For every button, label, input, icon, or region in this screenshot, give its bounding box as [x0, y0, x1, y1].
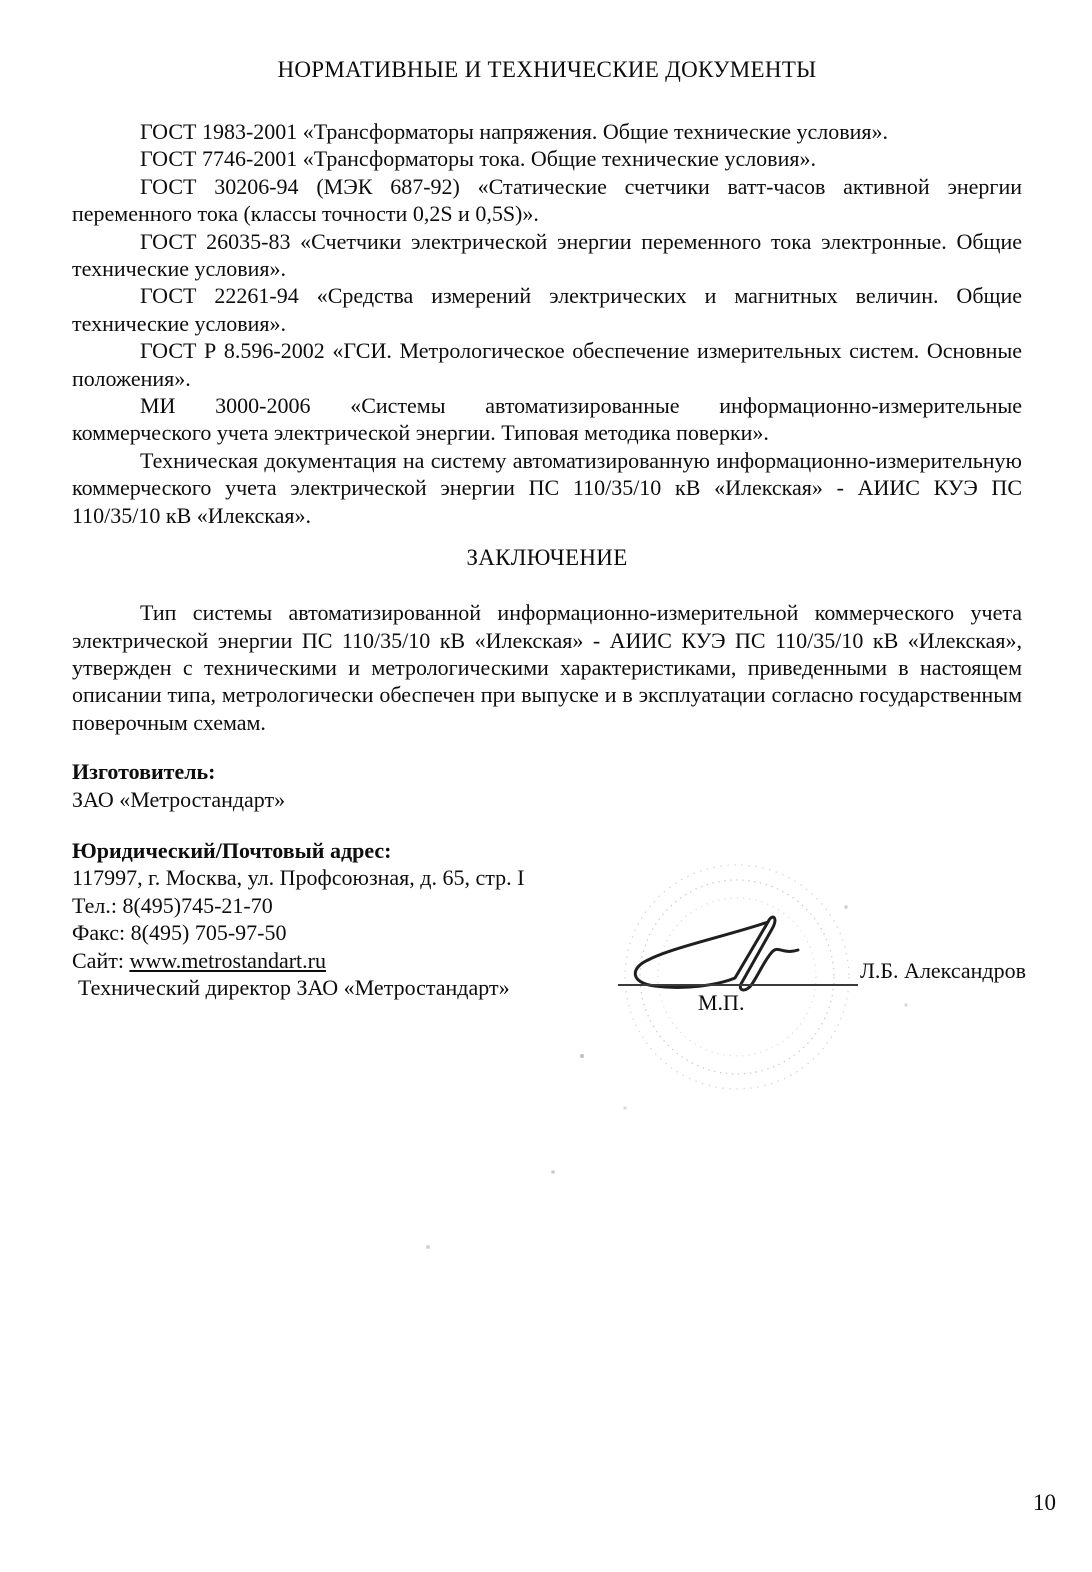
normative-documents-section [72, 118, 1022, 529]
document-item: ГОСТ 26035-83 «Счетчики электрической энергии переменного тока электронные. Общие технические условия». [72, 228, 1022, 282]
document-item: ГОСТ 30206-94 (МЭК 687-92) «Статические счетчики ватт-часов активной энергии переменного тока (классы точности 0,2S и 0,5S)». [72, 173, 1022, 227]
document-item: МИ 3000-2006 «Системы автоматизированные информационно-измерительные коммерческого учета электрической энергии. Типовая методика поверки». [72, 393, 1022, 446]
fax-line: Факс: 8(495) 705-97-50 [72, 920, 287, 946]
document-item: ГОСТ 1983-2001 «Трансформаторы напряжения. Общие технические условия». [140, 119, 888, 144]
document-item: Техническая документация на систему автоматизированную информационно-измерительную коммерческого учета электрической энергии ПС 110/35/10 кВ «Илекская» - АИИС КУЭ ПС 110/35/10 кВ «Илекская». [72, 447, 1022, 528]
phone-line: Тел.: 8(495)745-21-70 [72, 892, 273, 918]
signatory-name: Л.Б. Александров [860, 958, 1026, 983]
director-title: Технический директор ЗАО «Метростандарт» [78, 974, 510, 1000]
website-link: www.metrostandart.ru [129, 947, 326, 973]
conclusion-heading: ЗАКЛЮЧЕНИЕ [466, 545, 628, 571]
address-label: Юридический/Почтовый адрес: [72, 837, 392, 863]
signature-line [618, 984, 858, 986]
stamp-place-label: М.П. [698, 990, 745, 1015]
document-item: ГОСТ 22261-94 «Средства измерений электрических и магнитных величин. Общие технические условия». [72, 283, 1022, 336]
scan-noise [0, 0, 2, 2]
manufacturer-name: ЗАО «Метростандарт» [72, 786, 286, 812]
website-label: Сайт: [72, 947, 130, 973]
page-title: НОРМАТИВНЫЕ И ТЕХНИЧЕСКИЕ ДОКУМЕНТЫ [277, 57, 817, 82]
manufacturer-block [72, 758, 1022, 813]
conclusion-text: Тип системы автоматизированной информационно-измерительной коммерческого учета электрической энергии ПС 110/35/10 кВ «Илекская» - АИИС КУЭ ПС 110/35/10 кВ «Илекская», утвержден с техническими и метрологическими характеристиками, приведенными в настоящем описании типа, метрологически обеспечен при выпуске и в эксплуатации согласно государственным поверочным схемам. [72, 600, 1022, 735]
manufacturer-label: Изготовитель: [72, 759, 216, 785]
document-item: ГОСТ Р 8.596-2002 «ГСИ. Метрологическое обеспечение измерительных систем. Основные положения». [72, 338, 1022, 391]
page-number: 10 [1033, 1490, 1056, 1515]
address-line: 117997, г. Москва, ул. Профсоюзная, д. 65, стр. I [72, 865, 525, 891]
document-item: ГОСТ 7746-2001 «Трансформаторы тока. Общие технические условия». [140, 146, 816, 172]
